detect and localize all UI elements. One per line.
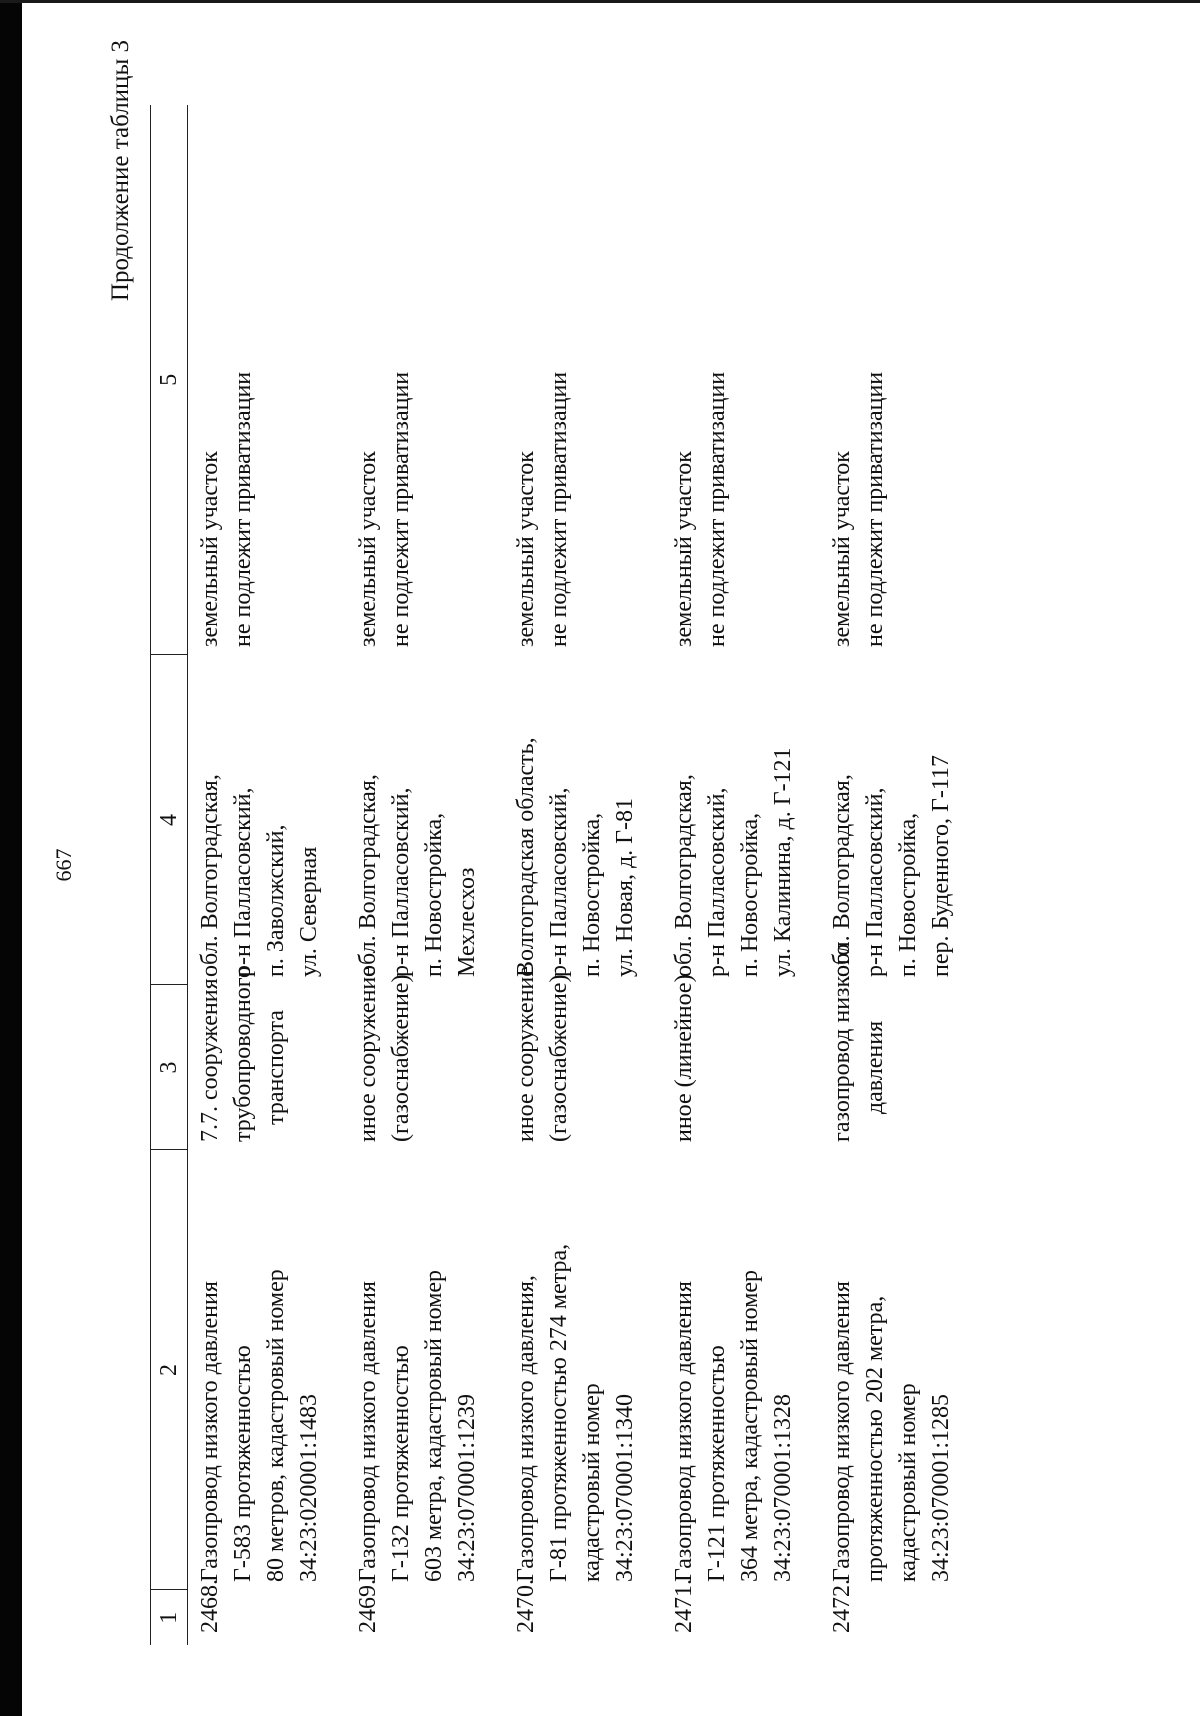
object-type-line: (газоснабжение) xyxy=(388,974,414,1142)
object-address-line: п. Новостройка, xyxy=(895,812,921,977)
object-note-line: не подлежит приватизации xyxy=(546,371,572,647)
object-note-line: земельный участок xyxy=(513,451,539,647)
object-description-line: 34:23:020001:1483 xyxy=(296,1393,322,1582)
object-description-line: 34:23:070001:1239 xyxy=(454,1393,480,1582)
object-description xyxy=(346,1150,504,1590)
object-type-line: иное сооружение xyxy=(355,966,381,1142)
object-address-line: п. Новостройка, xyxy=(579,812,605,977)
object-note-line: не подлежит приватизации xyxy=(704,371,730,647)
object-type-line: газопровод низкого xyxy=(829,943,855,1142)
object-description-line: Г-132 протяженностью xyxy=(388,1345,414,1582)
object-note-line: земельный участок xyxy=(197,451,223,647)
column-header: 2 xyxy=(151,1150,188,1590)
object-description-line: Газопровод низкого давления xyxy=(197,1281,223,1582)
row-number: 2471. xyxy=(671,1579,697,1633)
object-address xyxy=(346,655,504,985)
column-header: 5 xyxy=(151,105,188,655)
column-header: 3 xyxy=(151,985,188,1150)
object-address-line: Мехлесхоз xyxy=(454,867,480,977)
table-continuation-label: Продолжение таблицы 3 xyxy=(107,40,134,302)
object-description-line: 364 метра, кадастровый номер xyxy=(737,1269,763,1582)
object-note xyxy=(820,105,978,655)
object-description-line: Г-583 протяженностью xyxy=(230,1345,256,1582)
table-row xyxy=(504,105,662,1645)
object-description-line: протяженностью 202 метра, xyxy=(862,1295,888,1582)
object-note xyxy=(662,105,820,655)
property-table xyxy=(150,105,978,1645)
object-description-line: Г-81 протяженностью 274 метра, xyxy=(546,1243,572,1582)
object-description-line: кадастровый номер xyxy=(895,1383,921,1582)
object-description-line: Газопровод низкого давления xyxy=(829,1281,855,1582)
object-address-line: пер. Буденного, Г-117 xyxy=(928,755,954,977)
object-type-line: иное (линейное) xyxy=(671,974,697,1142)
object-type-line: давления xyxy=(862,1020,888,1115)
object-description-line: 34:23:070001:1285 xyxy=(928,1393,954,1582)
object-description xyxy=(662,1150,820,1590)
object-description-line: Г-121 протяженностью xyxy=(704,1345,730,1582)
table-row xyxy=(346,105,504,1645)
object-address-line: обл. Волгоградская, xyxy=(829,774,855,977)
row-number: 2469. xyxy=(355,1579,381,1633)
table-row xyxy=(662,105,820,1645)
object-description xyxy=(504,1150,662,1590)
object-address-line: обл. Волгоградская, xyxy=(197,774,223,977)
object-description-line: Газопровод низкого давления, xyxy=(513,1275,539,1582)
object-note-line: не подлежит приватизации xyxy=(862,371,888,647)
object-type xyxy=(820,943,978,1150)
object-address-line: обл. Волгоградская, xyxy=(671,774,697,977)
object-description-line: 80 метров, кадастровый номер xyxy=(263,1269,289,1582)
object-description xyxy=(188,1150,347,1590)
table-row xyxy=(820,105,978,1645)
object-address-line: р-н Палласовский, xyxy=(862,787,888,977)
page-number: 667 xyxy=(51,848,76,882)
object-address xyxy=(188,655,347,985)
object-description-line: 603 метра, кадастровый номер xyxy=(421,1269,447,1582)
rotated-page xyxy=(25,40,1175,1690)
object-description-line: Газопровод низкого давления xyxy=(671,1281,697,1582)
object-address-line: р-н Палласовский, xyxy=(704,787,730,977)
row-number: 2470. xyxy=(513,1579,539,1633)
table-body xyxy=(188,105,979,1645)
column-header: 1 xyxy=(151,1590,188,1645)
object-address-line: п. Новостройка, xyxy=(737,812,763,977)
object-address-line: ул. Северная xyxy=(296,846,322,977)
table-row xyxy=(188,105,347,1645)
table-header-row xyxy=(151,105,188,1645)
object-address-line: п. Новостройка, xyxy=(421,812,447,977)
object-address xyxy=(504,655,662,985)
object-note-line: не подлежит приватизации xyxy=(388,371,414,647)
scan-edge-top xyxy=(0,0,1200,3)
object-type-line: иное сооружение xyxy=(513,966,539,1142)
object-type-line: трубопроводного xyxy=(230,966,256,1142)
object-type xyxy=(346,966,504,1150)
row-number: 2468. xyxy=(197,1579,223,1633)
object-address-line: п. Заволжский, xyxy=(263,824,289,977)
object-type xyxy=(188,966,347,1150)
scan-edge-left xyxy=(0,0,22,1716)
object-address-line: р-н Палласовский, xyxy=(546,787,572,977)
object-note-line: земельный участок xyxy=(829,451,855,647)
object-note-line: земельный участок xyxy=(355,451,381,647)
column-header: 4 xyxy=(151,655,188,985)
object-note-line: земельный участок xyxy=(671,451,697,647)
object-description xyxy=(820,1150,978,1590)
object-address-line: обл. Волгоградская, xyxy=(355,774,381,977)
object-address-line: ул. Калинина, д. Г-121 xyxy=(770,747,796,977)
object-type xyxy=(504,966,662,1150)
object-address-line: р-н Палласовский, xyxy=(388,787,414,977)
object-description-line: 34:23:070001:1328 xyxy=(770,1393,796,1582)
object-note xyxy=(346,105,504,655)
row-number: 2472. xyxy=(829,1579,855,1633)
object-note xyxy=(504,105,662,655)
object-address-line: ул. Новая, д. Г-81 xyxy=(612,797,638,977)
object-note xyxy=(188,105,347,655)
object-description-line: 34:23:070001:1340 xyxy=(612,1393,638,1582)
object-type-line: 7.7. сооружения xyxy=(197,978,223,1142)
object-address-line: р-н Палласовский, xyxy=(230,787,256,977)
object-description-line: кадастровый номер xyxy=(579,1383,605,1582)
object-type xyxy=(662,974,820,1150)
object-type-line: (газоснабжение) xyxy=(546,974,572,1142)
object-address-line: Волгоградская область, xyxy=(513,737,539,977)
object-note-line: не подлежит приватизации xyxy=(230,371,256,647)
object-address xyxy=(662,655,820,985)
object-type-line: транспорта xyxy=(263,1010,289,1125)
object-description-line: Газопровод низкого давления xyxy=(355,1281,381,1582)
object-address xyxy=(820,655,978,985)
